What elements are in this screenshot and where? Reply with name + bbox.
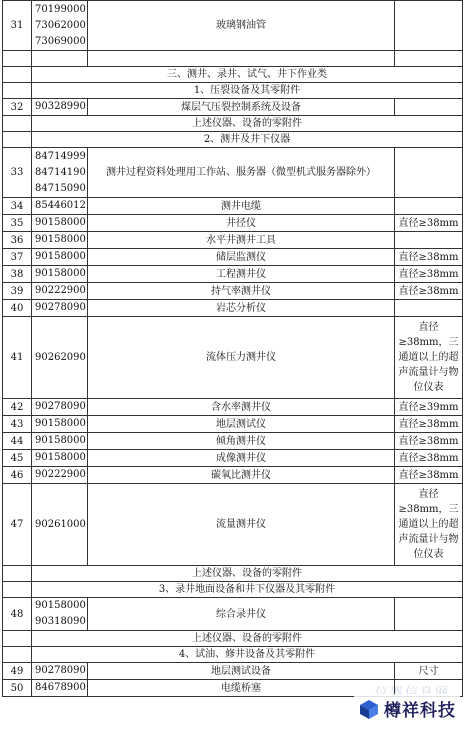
- section-row: [3, 116, 463, 132]
- tariff-code: 70199000: [35, 3, 86, 15]
- item-note: 直径≥38mm: [395, 266, 463, 283]
- tariff-code: 90278090: [35, 302, 86, 313]
- empty-cell: [3, 51, 32, 67]
- section-heading: 上述仪器、设备的零附件: [32, 116, 463, 132]
- item-number: 40: [3, 300, 32, 317]
- section-heading: 2、测井及井下仪器: [32, 132, 463, 148]
- item-note: 直径≥38mm: [395, 467, 463, 484]
- tariff-codes: [32, 99, 88, 116]
- item-note: [395, 300, 463, 317]
- item-note: [395, 198, 463, 215]
- section-heading: 3、录井地面设备和井下仪器及其零附件: [32, 582, 463, 598]
- tariff-codes: [32, 433, 88, 450]
- tariff-code: 90158000: [35, 452, 86, 463]
- empty-cell: [88, 51, 395, 67]
- table-row: [3, 467, 463, 484]
- tariff-codes: [32, 598, 88, 631]
- tariff-codes: [32, 198, 88, 215]
- tariff-codes: [32, 266, 88, 283]
- item-name: 成像测井仪: [88, 450, 395, 467]
- table-row: [3, 1, 463, 51]
- tariff-code: 90318090: [35, 616, 86, 627]
- item-name: 井径仪: [88, 215, 395, 232]
- tariff-codes: [32, 249, 88, 266]
- tariff-code: 84714999: [35, 150, 86, 162]
- item-number: 50: [3, 680, 32, 697]
- tariff-code: 90278090: [35, 401, 86, 412]
- empty-cell: [395, 51, 463, 67]
- tariff-codes: [32, 663, 88, 680]
- tariff-code: 90158000: [35, 234, 86, 245]
- empty-cell: [3, 647, 32, 663]
- tariff-codes: [32, 232, 88, 249]
- section-row: [3, 582, 463, 598]
- table-row: [3, 232, 463, 249]
- tariff-codes: [32, 148, 88, 198]
- empty-cell: [3, 631, 32, 647]
- catalog-table-body: [3, 1, 463, 697]
- table-row: [3, 148, 463, 198]
- tariff-code: 90278090: [35, 665, 86, 676]
- empty-cell: [3, 83, 32, 99]
- table-row: [3, 663, 463, 680]
- tariff-code: 73062000: [35, 19, 86, 31]
- table-row: [3, 317, 463, 399]
- item-note: 直径≥39mm: [395, 399, 463, 416]
- tariff-code: 85446012: [35, 200, 86, 211]
- item-note: 直径≥38mm: [395, 416, 463, 433]
- section-heading: 上述仪器、设备的零附件: [32, 566, 463, 582]
- tariff-code: 90328990: [35, 101, 86, 112]
- item-number: 32: [3, 99, 32, 116]
- section-row: [3, 132, 463, 148]
- item-name: 综合录井仪: [88, 598, 395, 631]
- item-number: 38: [3, 266, 32, 283]
- item-note: [395, 1, 463, 51]
- tariff-codes: [32, 450, 88, 467]
- section-row: [3, 83, 463, 99]
- item-note: 直径≥38mm: [395, 215, 463, 232]
- table-row: [3, 266, 463, 283]
- empty-cell: [3, 67, 32, 83]
- section-heading: 4、试油、修井设备及其零附件: [32, 647, 463, 663]
- item-name: 倾角测井仪: [88, 433, 395, 450]
- item-note: 直径≥38mm: [395, 249, 463, 266]
- tariff-code: 90261000: [35, 518, 86, 530]
- item-name: 流体压力测井仪: [88, 317, 395, 399]
- section-row: [3, 647, 463, 663]
- item-note: 直径≥38mm，三通道以上的超声流量计与物位仪表: [395, 317, 463, 399]
- tariff-codes: [32, 300, 88, 317]
- tariff-code: 90222900: [35, 285, 86, 296]
- item-name: 含水率测井仪: [88, 399, 395, 416]
- section-row: [3, 631, 463, 647]
- table-row: [3, 399, 463, 416]
- table-row: [3, 598, 463, 631]
- item-note: 直径≥38mm: [395, 450, 463, 467]
- item-name: 煤层气压裂控制系统及设备: [88, 99, 395, 116]
- section-row: [3, 67, 463, 83]
- table-row: [3, 249, 463, 266]
- item-note: 直径≥38mm: [395, 283, 463, 300]
- section-heading: 上述仪器、设备的零附件: [32, 631, 463, 647]
- table-row: [3, 484, 463, 566]
- item-name: 工程测井仪: [88, 266, 395, 283]
- table-row: [3, 416, 463, 433]
- item-number: 39: [3, 283, 32, 300]
- tariff-code: 90158000: [35, 435, 86, 446]
- watermark-brand-text: 樽祥科技: [384, 701, 456, 721]
- tariff-code: 90262090: [35, 351, 86, 363]
- item-name: 流量测井仪: [88, 484, 395, 566]
- table-row: [3, 198, 463, 215]
- item-note: 尺寸: [395, 663, 463, 680]
- item-note: [395, 148, 463, 198]
- tariff-code: 73069000: [35, 35, 86, 47]
- tariff-code: 90158000: [35, 217, 86, 228]
- item-note: [395, 99, 463, 116]
- tariff-codes: [32, 680, 88, 697]
- tariff-code: 90158000: [35, 418, 86, 429]
- item-number: 48: [3, 598, 32, 631]
- table-row: [3, 283, 463, 300]
- tariff-code: 90158000: [35, 251, 86, 262]
- tariff-codes: [32, 317, 88, 399]
- item-name: 地层测试设备: [88, 663, 395, 680]
- item-name: 储层监测仪: [88, 249, 395, 266]
- tariff-codes: [32, 416, 88, 433]
- item-note: [395, 598, 463, 631]
- tariff-codes: [32, 1, 88, 51]
- table-row: [3, 215, 463, 232]
- empty-cell: [32, 51, 88, 67]
- item-name: 水平井测井工具: [88, 232, 395, 249]
- item-name: 测井过程资料处理用工作站、服务器（微型机式服务器除外）: [88, 148, 395, 198]
- empty-cell: [3, 566, 32, 582]
- tariff-code: 90158000: [35, 600, 86, 611]
- item-name: 电缆桥塞: [88, 680, 395, 697]
- section-heading: 1、压裂设备及其零附件: [32, 83, 463, 99]
- item-number: 36: [3, 232, 32, 249]
- watermark-logo: [354, 694, 460, 723]
- item-name: 测井电缆: [88, 198, 395, 215]
- tariff-codes: [32, 484, 88, 566]
- tariff-codes: [32, 399, 88, 416]
- empty-cell: [3, 132, 32, 148]
- tariff-code: 90222900: [35, 469, 86, 480]
- tariff-code: 84678900: [35, 682, 86, 693]
- item-name: 持气率测井仪: [88, 283, 395, 300]
- item-number: 42: [3, 399, 32, 416]
- item-number: 31: [3, 1, 32, 51]
- item-name: 岩芯分析仪: [88, 300, 395, 317]
- item-number: 34: [3, 198, 32, 215]
- item-number: 41: [3, 317, 32, 399]
- blank-row: [3, 51, 463, 67]
- tariff-code: 84714190: [35, 166, 86, 178]
- item-number: 45: [3, 450, 32, 467]
- empty-cell: [3, 582, 32, 598]
- item-name: 地层测试仪: [88, 416, 395, 433]
- table-row: [3, 433, 463, 450]
- tariff-codes: [32, 467, 88, 484]
- item-number: 47: [3, 484, 32, 566]
- item-note: [395, 232, 463, 249]
- item-number: 35: [3, 215, 32, 232]
- tariff-code: 90158000: [35, 268, 86, 279]
- section-row: [3, 566, 463, 582]
- item-name: 碳氧比测井仪: [88, 467, 395, 484]
- item-number: 33: [3, 148, 32, 198]
- empty-cell: [3, 116, 32, 132]
- table-row: [3, 450, 463, 467]
- item-number: 49: [3, 663, 32, 680]
- table-row: [3, 300, 463, 317]
- item-number: 37: [3, 249, 32, 266]
- tariff-code: 84715090: [35, 182, 86, 194]
- item-number: 43: [3, 416, 32, 433]
- catalog-table: [2, 0, 463, 697]
- item-name: 玻璃钢油管: [88, 1, 395, 51]
- item-number: 44: [3, 433, 32, 450]
- section-heading: 三、测井、录井、试气、井下作业类: [32, 67, 463, 83]
- table-row: [3, 99, 463, 116]
- tariff-codes: [32, 215, 88, 232]
- item-note: 直径≥38mm，三通道以上的超声流量计与物位仪表: [395, 484, 463, 566]
- cube-logo-icon: [358, 698, 380, 720]
- item-number: 46: [3, 467, 32, 484]
- tariff-codes: [32, 283, 88, 300]
- item-note: 直径≥38mm: [395, 433, 463, 450]
